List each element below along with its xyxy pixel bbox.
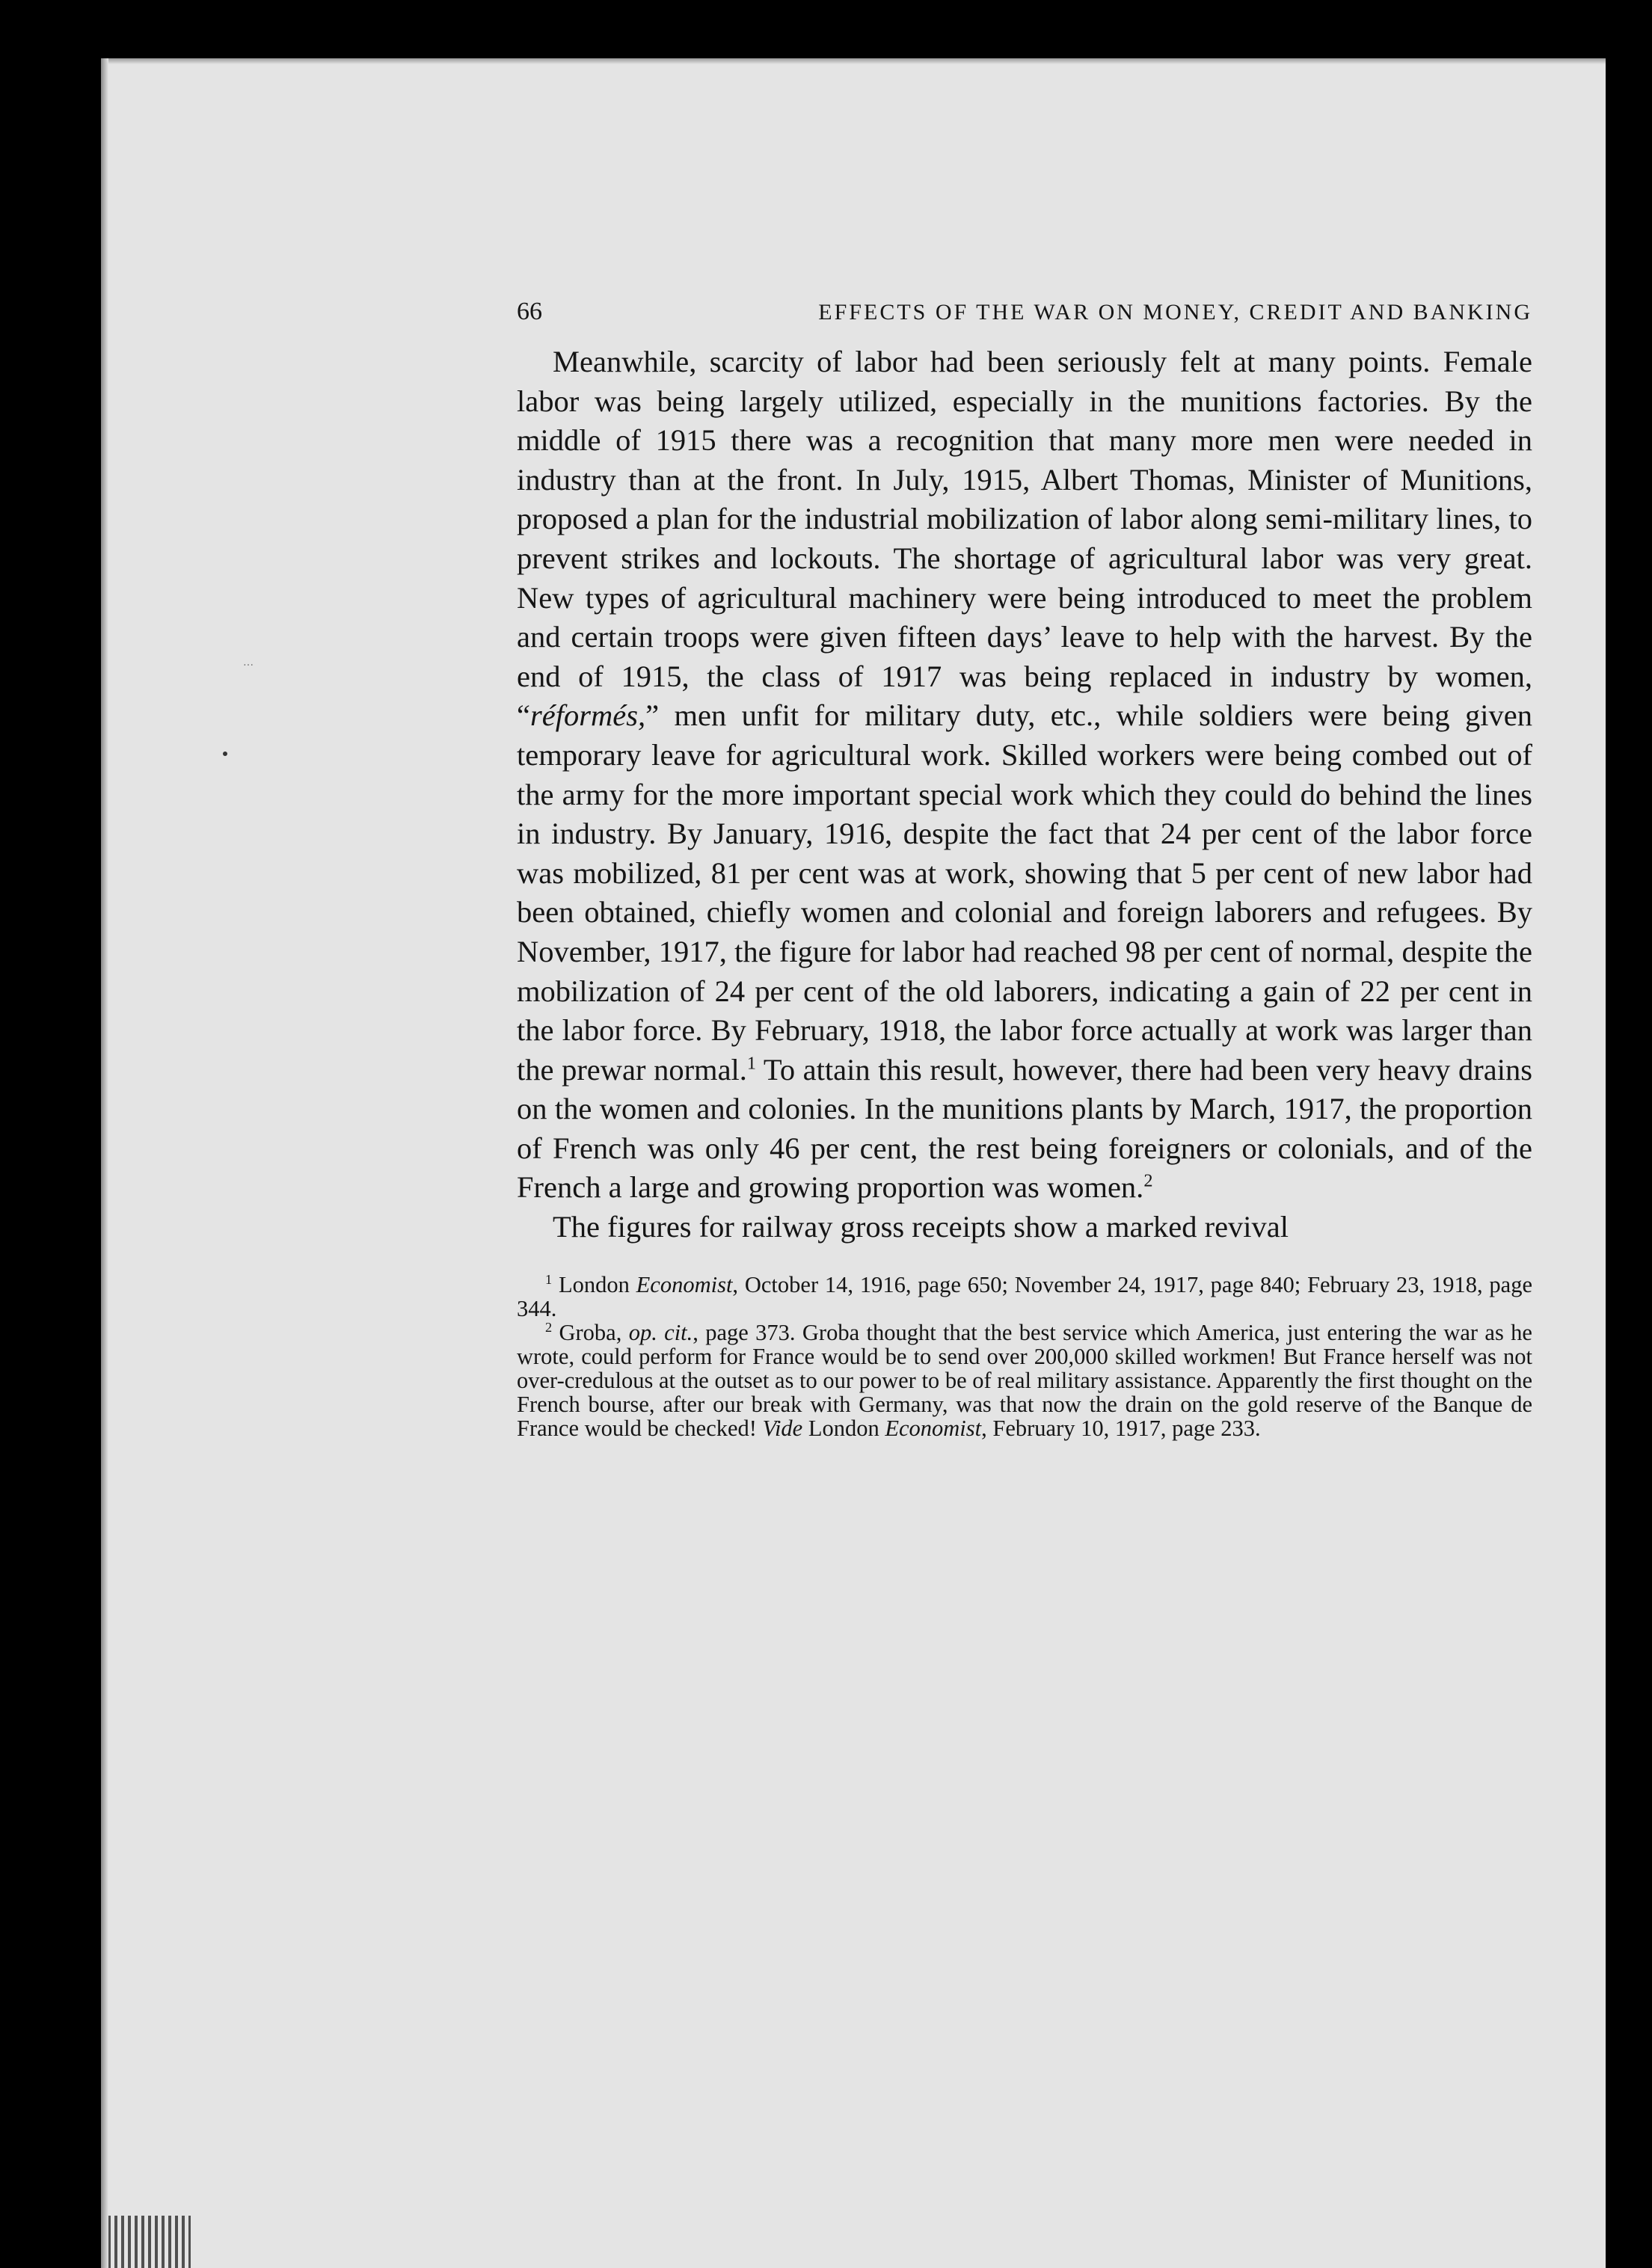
footnote-ref-2: 2 — [1143, 1170, 1153, 1191]
paragraph-1 — [517, 342, 1532, 1208]
footnote-2-text-d: , February 10, 1917, page 233. — [981, 1415, 1261, 1441]
text-block — [517, 298, 1532, 1440]
scan-edge-marks — [101, 2216, 191, 2268]
paragraph-1-italic-term: réformés, — [529, 698, 646, 733]
book-page — [101, 58, 1606, 2268]
paragraph-1-text-c: To attain this result, however, there had been very heavy drains on the women and colonies. In the munitions plants by March, 1917, the proportion of French was only 46 per cent, the rest being foreigners or colonials, and of the French a large and growing proportion was women. — [517, 1052, 1532, 1205]
footnote-2-marker: 2 — [545, 1319, 553, 1335]
scan-dot — [223, 752, 227, 756]
footnote-2-text-b: , page 373. Groba thought that the best service which America, just entering the war as he wrote, could perform for France would be to send over 200,000 skilled workmen! But France herself was not over-credulous at the outset as to our power to be of real military assistance. Apparently the first thought on the French bourse, after our break with Germany, was that now the drain on the gold reserve of the Banque de France would be checked! — [517, 1319, 1532, 1441]
running-head — [517, 298, 1532, 342]
scan-speck-marks: ․․․ — [243, 657, 254, 669]
footnote-1-italic: Economist — [636, 1271, 733, 1297]
footnote-2-text-a: Groba, — [552, 1319, 629, 1345]
footnote-2 — [517, 1321, 1532, 1440]
footnote-2-italic-b: Vide — [762, 1415, 803, 1441]
footnote-ref-1: 1 — [746, 1053, 757, 1074]
footnote-1-text-b: , October 14, 1916, page 650; November 24, 1917, page 840; February 23, 1918, page 344. — [517, 1271, 1532, 1321]
footnote-2-text-c: London — [802, 1415, 885, 1441]
running-title: EFFECTS OF THE WAR ON MONEY, CREDIT AND BANKING — [818, 300, 1532, 325]
footnotes — [517, 1273, 1532, 1440]
page-number: 66 — [517, 298, 542, 325]
footnote-1-text-a: London — [552, 1271, 636, 1297]
paragraph-2: The figures for railway gross receipts show a marked revival — [553, 1210, 1289, 1244]
footnote-1 — [517, 1273, 1532, 1321]
paragraph-1-text-a: Meanwhile, scarcity of labor had been seriously felt at many points. Female labor was being largely utilized, especially in the munitions factories. By the middle of 1915 there was a recognition that many more men were needed in industry than at the front. In July, 1915, Albert Thomas, Minister of Munitions, proposed a plan for the industrial mobilization of labor along semi-military lines, to prevent strikes and lockouts. The shortage of agricultural labor was very great. New types of agricultural machinery were being introduced to meet the problem and certain troops were given fifteen days’ leave to help with the harvest. By the end of 1915, the class of 1917 was being replaced in industry by women, “ — [517, 345, 1532, 733]
footnote-2-italic-a: op. cit. — [628, 1319, 693, 1345]
footnote-1-marker: 1 — [545, 1271, 553, 1287]
footnote-2-italic-c: Economist — [885, 1415, 982, 1441]
paragraph-1-text-b: ” men unfit for military duty, etc., while soldiers were being given temporary leave for agricultural work. Skilled workers were being combed out of the army for the more important special work which they could do behind the lines in industry. By January, 1916, despite the fact that 24 per cent of the labor force was mobilized, 81 per cent was at work, showing that 5 per cent of new labor had been obtained, chiefly women and colonial and foreign laborers and refugees. By November, 1917, the figure for labor had reached 98 per cent of normal, despite the mobilization of 24 per cent of the old laborers, indicating a gain of 22 per cent in the labor force. By February, 1918, the labor force actually at work was larger than the prewar normal. — [517, 698, 1532, 1087]
body-text — [517, 342, 1532, 1247]
